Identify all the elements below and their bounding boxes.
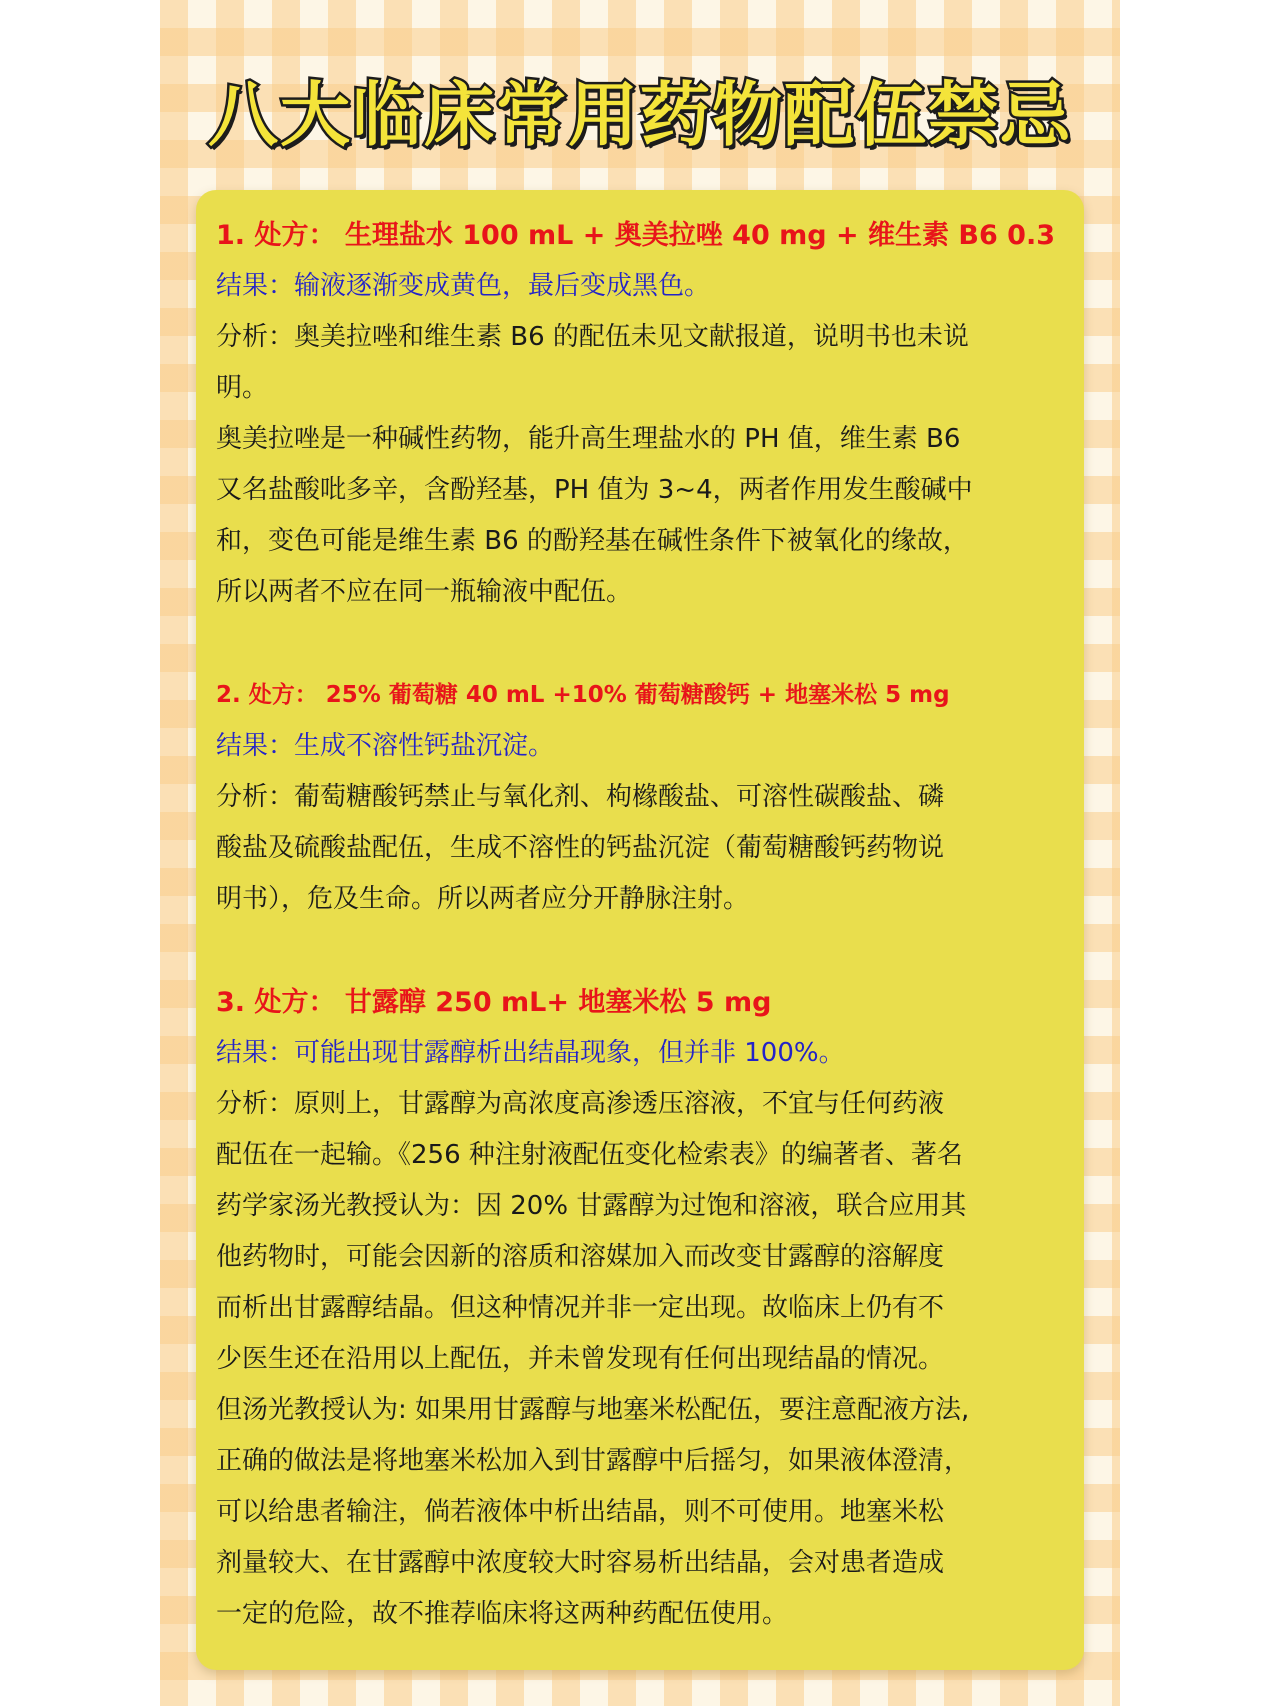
analysis-line: 又名盐酸吡多辛，含酚羟基，PH 值为 3~4，两者作用发生酸碱中 xyxy=(216,475,973,505)
result-2: 结果：生成不溶性钙盐沉淀。 xyxy=(216,731,555,761)
section-3 xyxy=(216,977,1064,1640)
analysis-line: 剂量较大、在甘露醇中浓度较大时容易析出结晶，会对患者造成 xyxy=(216,1548,945,1578)
analysis-line: 但汤光教授认为: 如果用甘露醇与地塞米松配伍，要注意配液方法, xyxy=(216,1395,970,1425)
prescription-1: 1. 处方： 生理盐水 100 mL + 奥美拉唑 40 mg + 维生素 B6 0.3 xyxy=(216,220,1056,251)
analysis-line: 和，变色可能是维生素 B6 的酚羟基在碱性条件下被氧化的缘故， xyxy=(216,526,969,556)
prescription-3: 3. 处方： 甘露醇 250 mL+ 地塞米松 5 mg xyxy=(216,987,772,1018)
analysis-line: 明书），危及生命。所以两者应分开静脉注射。 xyxy=(216,884,750,914)
prescription-2: 2. 处方： 25% 葡萄糖 40 mL +10% 葡萄糖酸钙 + 地塞米松 5 mg xyxy=(216,682,950,708)
result-1: 结果：输液逐渐变成黄色，最后变成黑色。 xyxy=(216,271,711,301)
analysis-line: 明。 xyxy=(216,373,269,403)
analysis-line: 而析出甘露醇结晶。但这种情况并非一定出现。故临床上仍有不 xyxy=(216,1293,945,1323)
analysis-line: 可以给患者输注，倘若液体中析出结晶，则不可使用。地塞米松 xyxy=(216,1497,945,1527)
analysis-line: 分析：原则上，甘露醇为高浓度高渗透压溶液，不宜与任何药液 xyxy=(216,1089,945,1119)
analysis-line: 配伍在一起输。《256 种注射液配伍变化检索表》的编著者、著名 xyxy=(216,1140,963,1170)
analysis-line: 正确的做法是将地塞米松加入到甘露醇中后摇匀，如果液体澄清， xyxy=(216,1446,971,1476)
analysis-line: 他药物时，可能会因新的溶质和溶媒加入而改变甘露醇的溶解度 xyxy=(216,1242,945,1272)
analysis-line: 分析：葡萄糖酸钙禁止与氧化剂、枸橼酸盐、可溶性碳酸盐、磷 xyxy=(216,782,945,812)
result-3: 结果：可能出现甘露醇析出结晶现象，但并非 100%。 xyxy=(216,1038,845,1068)
analysis-line: 奥美拉唑是一种碱性药物，能升高生理盐水的 PH 值，维生素 B6 xyxy=(216,424,961,454)
analysis-line: 少医生还在沿用以上配伍，并未曾发现有任何出现结晶的情况。 xyxy=(216,1344,945,1374)
content-card xyxy=(196,190,1084,1670)
analysis-line: 所以两者不应在同一瓶输液中配伍。 xyxy=(216,577,633,607)
section-2 xyxy=(216,670,1064,925)
analysis-line: 一定的危险，故不推荐临床将这两种药配伍使用。 xyxy=(216,1599,789,1629)
analysis-line: 酸盐及硫酸盐配伍，生成不溶性的钙盐沉淀（葡萄糖酸钙药物说 xyxy=(216,833,945,863)
section-1 xyxy=(216,210,1064,618)
page-background xyxy=(160,0,1120,1706)
page-title: 八大临床常用药物配伍禁忌 xyxy=(208,74,1072,156)
analysis-line: 药学家汤光教授认为：因 20% 甘露醇为过饱和溶液，联合应用其 xyxy=(216,1191,967,1221)
analysis-line: 分析：奥美拉唑和维生素 B6 的配伍未见文献报道，说明书也未说 xyxy=(216,322,969,352)
